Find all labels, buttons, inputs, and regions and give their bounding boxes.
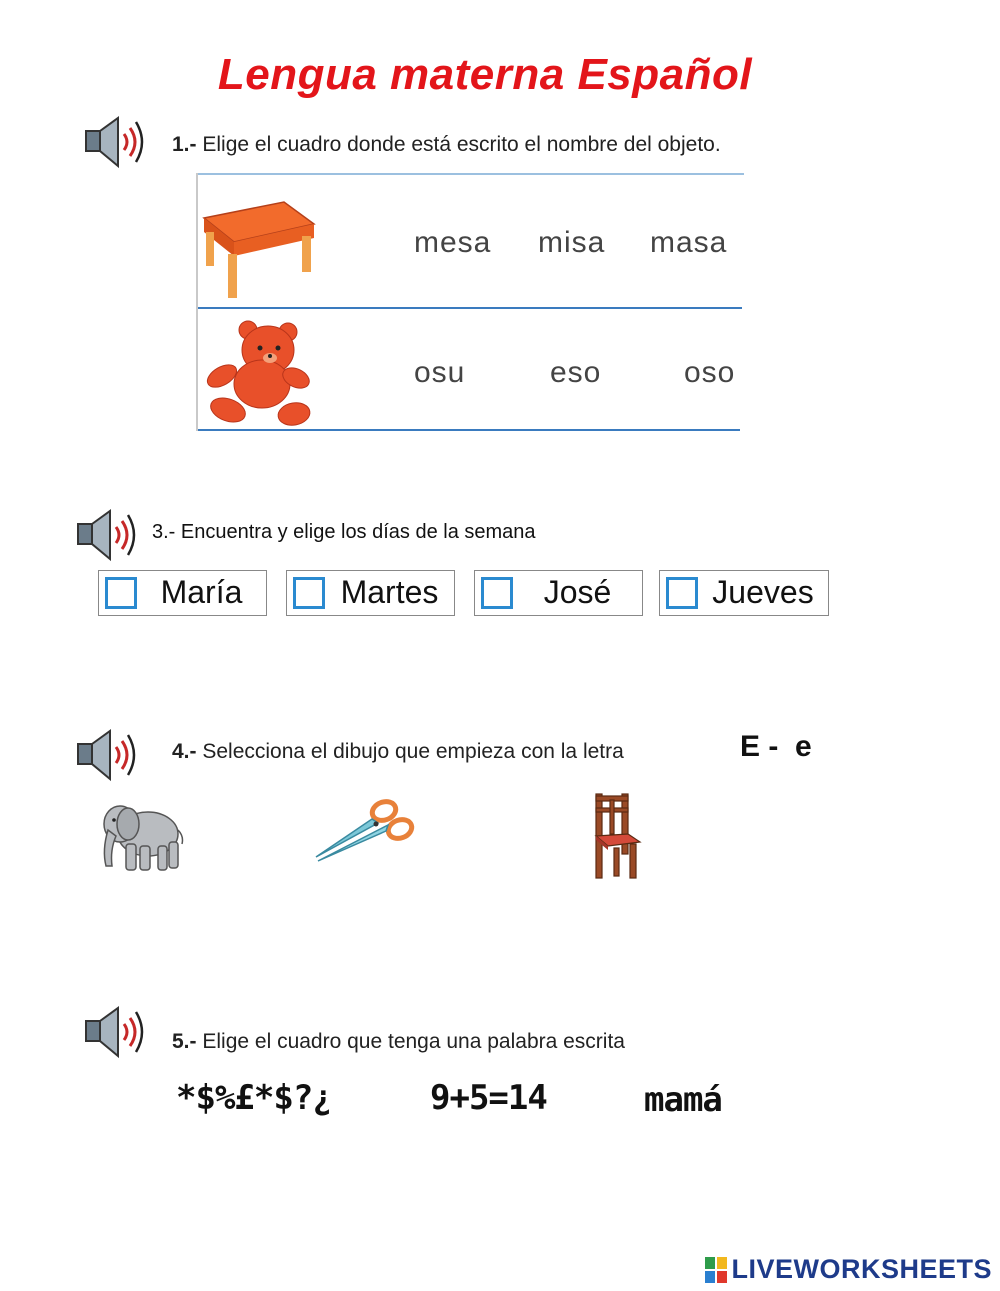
option-symbols[interactable]: *$%£*$?¿ <box>176 1078 332 1118</box>
q1-table <box>196 170 744 438</box>
table-image <box>198 188 318 300</box>
option-osu[interactable]: osu <box>414 356 466 389</box>
option-eso[interactable]: eso <box>550 356 602 389</box>
option-mama[interactable]: mamá <box>644 1080 722 1120</box>
elephant-image[interactable] <box>98 800 184 874</box>
checkbox[interactable] <box>481 577 513 609</box>
day-option-jueves[interactable] <box>659 570 829 616</box>
target-letters: E - e <box>740 730 812 763</box>
day-option-jose[interactable] <box>474 570 643 616</box>
option-mesa[interactable]: mesa <box>414 226 492 259</box>
speaker-icon[interactable] <box>82 1004 148 1060</box>
option-equation[interactable]: 9+5=14 <box>430 1078 547 1118</box>
question-number: 1.- <box>172 133 197 156</box>
divider <box>196 173 744 175</box>
checkbox[interactable] <box>105 577 137 609</box>
option-oso[interactable]: oso <box>684 356 736 389</box>
question-4-text <box>172 740 624 764</box>
option-misa[interactable]: misa <box>538 226 606 259</box>
option-label: Jueves <box>712 574 814 610</box>
question-number: 4.- <box>172 740 197 763</box>
brand-name: LIVEWORKSHEETS <box>731 1254 992 1284</box>
speaker-icon[interactable] <box>74 507 140 563</box>
question-prompt: Selecciona el dibujo que empieza con la letra <box>202 740 624 763</box>
checkbox[interactable] <box>666 577 698 609</box>
chair-image[interactable] <box>588 792 644 880</box>
scissors-image[interactable] <box>312 795 416 867</box>
option-masa[interactable]: masa <box>650 226 728 259</box>
option-label: María <box>160 574 243 610</box>
speaker-icon[interactable] <box>74 727 140 783</box>
day-option-martes[interactable] <box>286 570 455 616</box>
question-number: 5.- <box>172 1030 197 1053</box>
page-title: Lengua materna Español <box>217 50 753 99</box>
brand-footer <box>705 1254 992 1285</box>
question-1-text <box>172 133 721 157</box>
day-option-maria[interactable] <box>98 570 267 616</box>
option-label: José <box>543 574 612 610</box>
divider <box>196 307 742 309</box>
question-prompt: Elige el cuadro donde está escrito el nombre del objeto. <box>202 133 721 156</box>
speaker-icon[interactable] <box>82 114 148 170</box>
teddy-bear-image <box>200 318 318 430</box>
question-3-text: 3.- Encuentra y elige los días de la semana <box>152 521 536 543</box>
option-label: Martes <box>340 574 439 610</box>
checkbox[interactable] <box>293 577 325 609</box>
liveworksheets-logo-icon <box>705 1257 727 1283</box>
question-prompt: Elige el cuadro que tenga una palabra escrita <box>202 1030 625 1053</box>
question-5-text <box>172 1030 625 1054</box>
